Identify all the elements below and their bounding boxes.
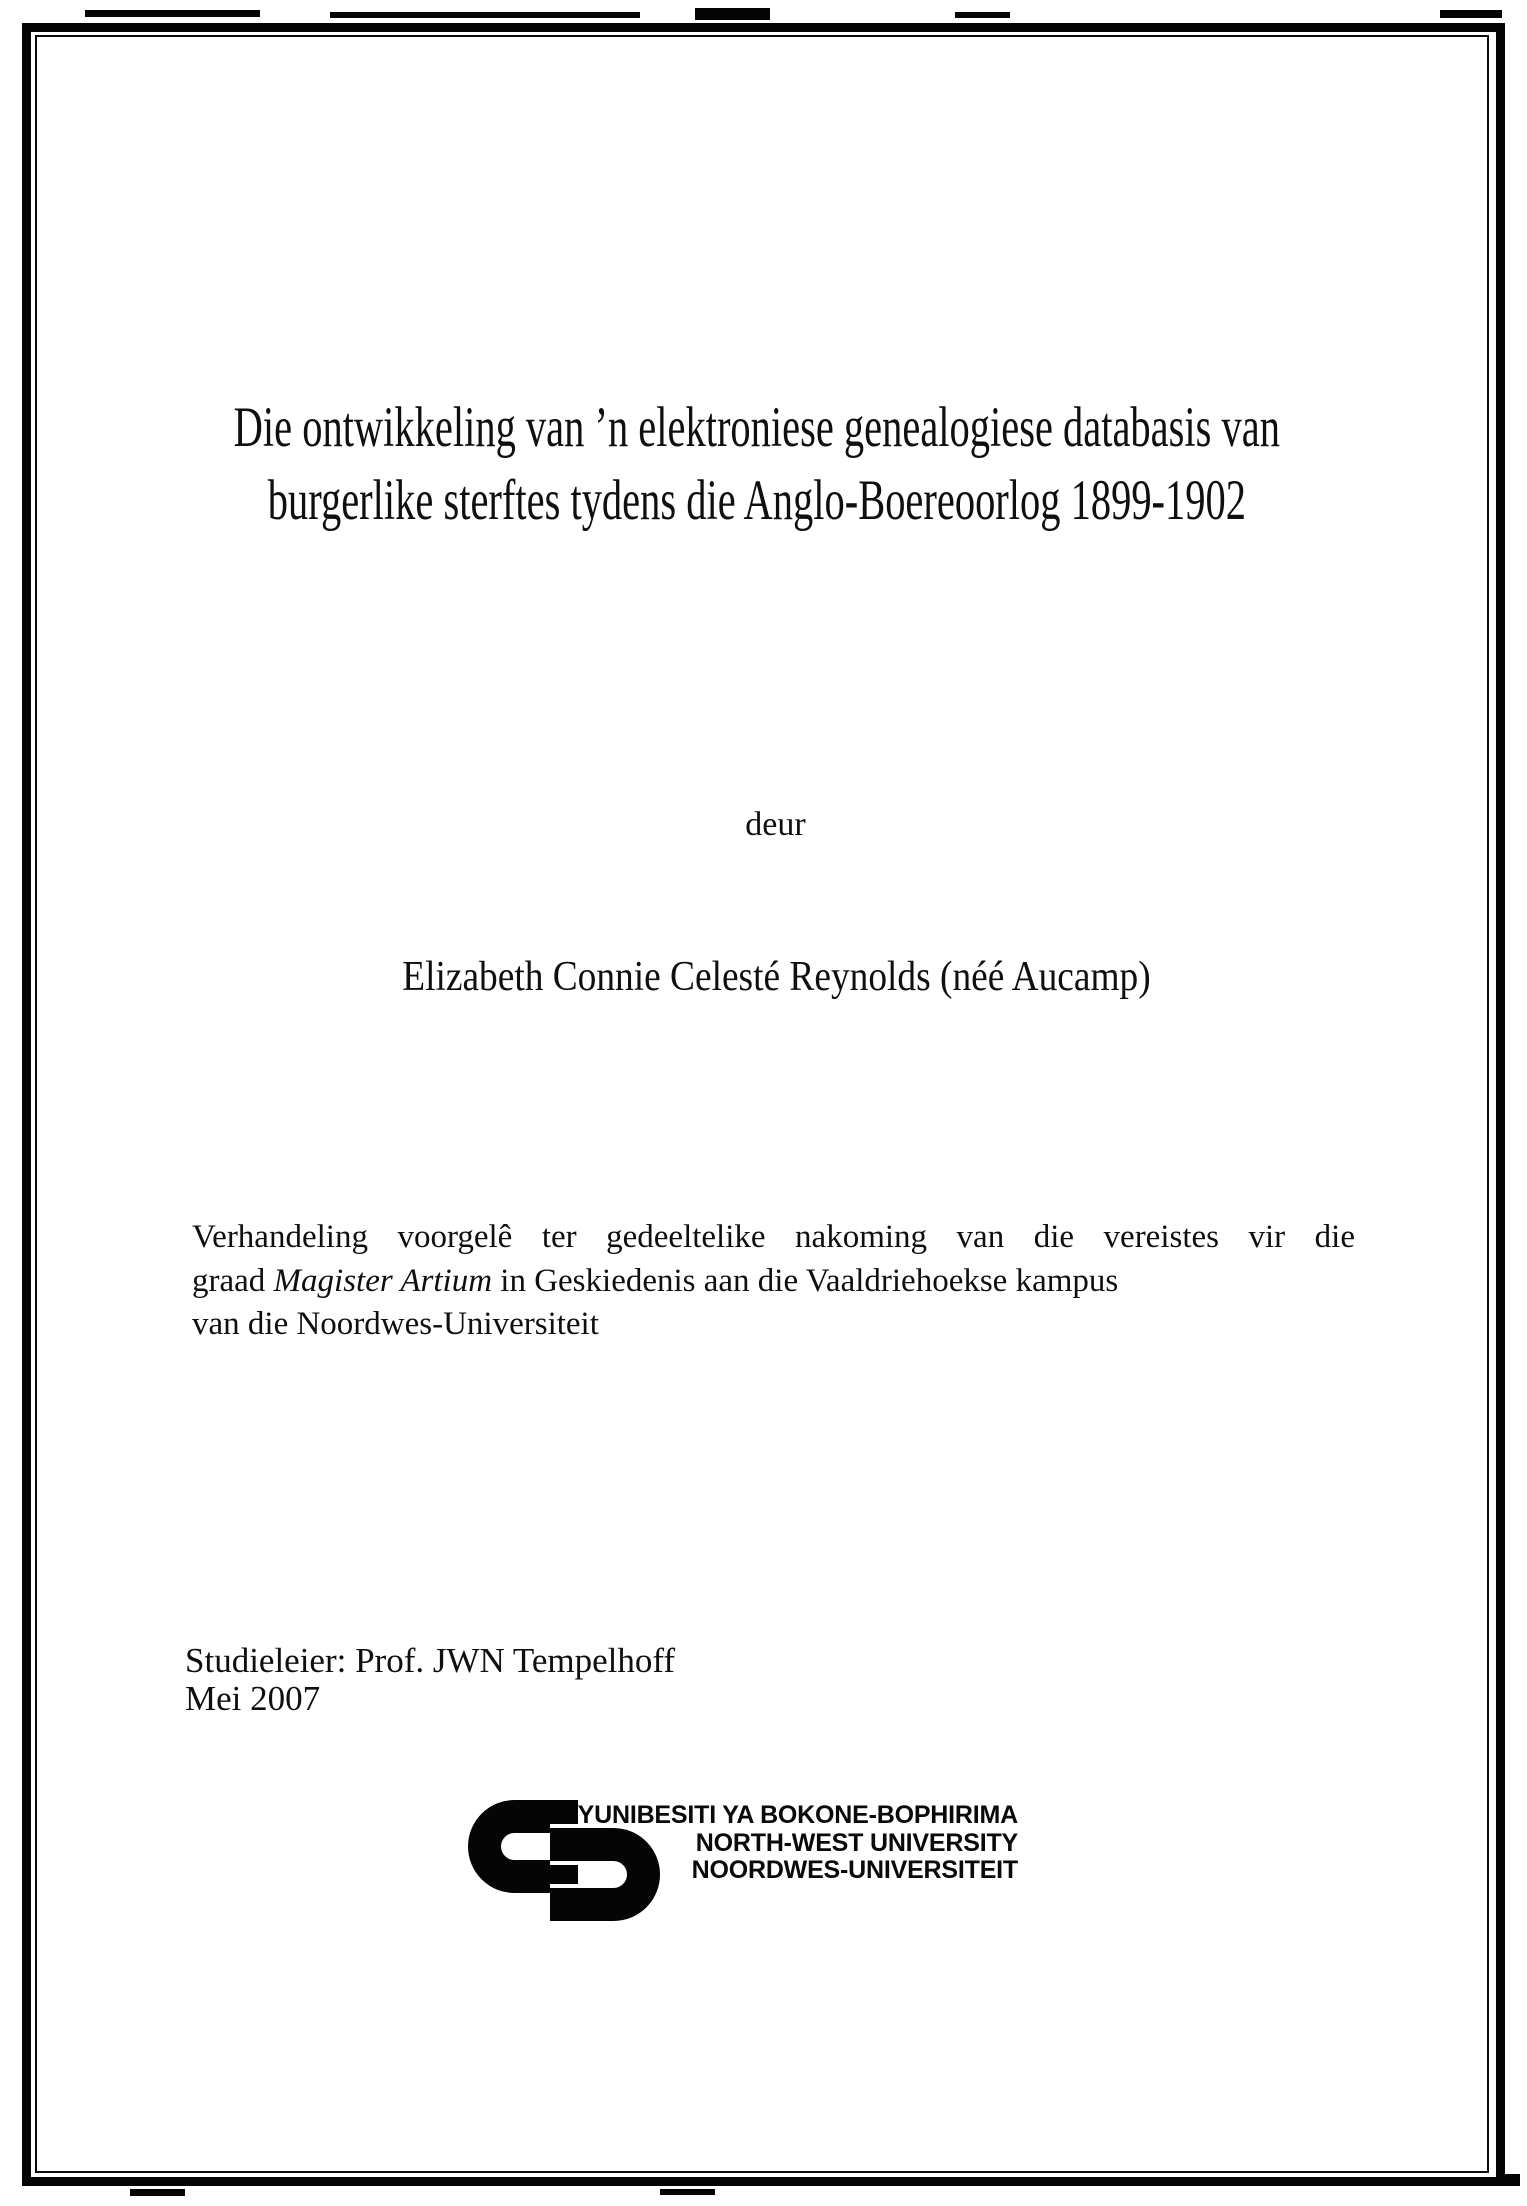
byline-text: deur [745,806,806,843]
scan-artifact [85,10,260,17]
title-line-2-text: burgerlike sterftes tydens die Anglo-Boereoorlog 1899-1902 [267,469,1246,532]
scan-artifact [695,8,770,20]
title-line-2 [0,471,1513,531]
scan-artifact [660,2189,715,2195]
statement-line-2-degree: Magister Artium [273,1262,493,1299]
scan-artifact [330,12,640,18]
logo-name-afrikaans: NOORDWES-UNIVERSITEIT [691,1856,1018,1885]
title-line-1-text: Die ontwikkeling van ’n elektroniese genealogiese databasis van [233,396,1280,459]
author-name-text: Elizabeth Connie Celesté Reynolds (néé Aucamp) [402,954,1151,1000]
scan-artifact [130,2189,185,2196]
scan-artifact [1440,10,1502,18]
scan-artifact [955,12,1010,18]
statement-line-3: van die Noordwes-Universiteit [192,1306,599,1342]
byline [24,806,1527,844]
date-line: Mei 2007 [185,1678,321,1718]
statement-line-2-suffix: in Geskiedenis aan die Vaaldriehoekse kampus [492,1262,1119,1299]
supervisor-line: Studieleier: Prof. JWN Tempelhoff [185,1641,676,1680]
statement-line-2 [192,1260,1355,1304]
title-line-1 [0,398,1513,458]
author-name [26,953,1527,1001]
supervisor-block [185,1642,675,1717]
nwu-logo-wordmark [560,1802,1018,1885]
thesis-statement [192,1216,1355,1347]
statement-line-1: Verhandeling voorgelê ter gedeeltelike nakoming van die vereistes vir die [192,1219,1355,1255]
logo-name-setswana: YUNIBESITI YA BOKONE-BOPHIRIMA [577,1801,1018,1829]
logo-name-english: NORTH-WEST UNIVERSITY [695,1828,1018,1857]
statement-line-2-prefix: graad [192,1262,274,1299]
